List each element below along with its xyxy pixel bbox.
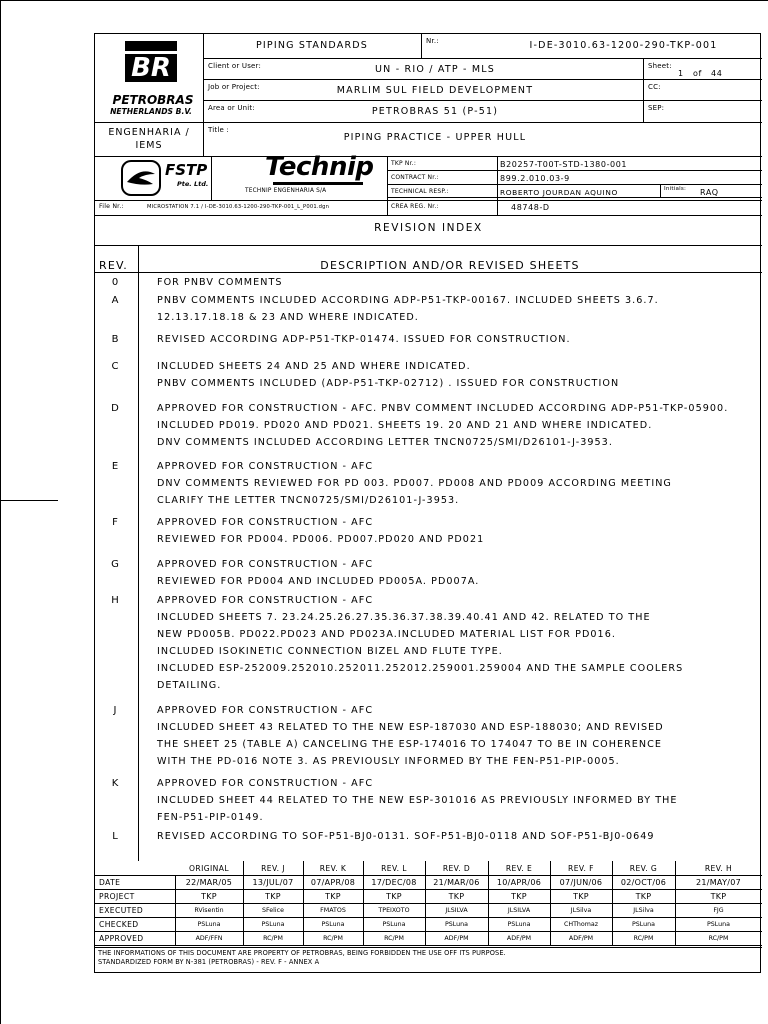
approval-cell: RC/PM — [708, 935, 729, 942]
revision-letter: G — [111, 559, 119, 570]
revision-description-line: DETAILING. — [157, 680, 222, 691]
approval-cell: PSLuna — [444, 921, 469, 928]
approval-column-header: REV. J — [261, 864, 285, 873]
col-rev-header: REV. — [99, 259, 128, 272]
approval-cell: 07/JUN/06 — [559, 878, 603, 887]
approval-cell: JLSilva — [633, 907, 654, 914]
col-desc-header: DESCRIPTION AND/OR REVISED SHEETS — [320, 259, 580, 272]
approval-column-header: REV. E — [505, 864, 533, 873]
approval-cell: 17/DEC/08 — [371, 878, 417, 887]
revision-description-line: DNV COMMENTS INCLUDED ACCORDING LETTER TNCN0725/SMI/D26101-J-3953. — [157, 437, 613, 448]
revision-letter: J — [113, 705, 117, 716]
revision-letter: F — [112, 517, 118, 528]
revision-description-line: INCLUDED SHEETS 24 AND 25 AND WHERE INDICATED. — [157, 361, 471, 372]
approval-cell: SFelice — [262, 907, 284, 914]
page-edge-left — [0, 0, 1, 1024]
title-label: Title : — [208, 126, 229, 134]
revision-description-line: PNBV COMMENTS INCLUDED (ADP-P51-TKP-02712) . ISSUED FOR CONSTRUCTION — [157, 378, 620, 389]
document-sheet — [94, 33, 761, 973]
revision-letter: D — [111, 403, 119, 414]
approval-column-header: REV. F — [568, 864, 594, 873]
contract-value: 899.2.010.03-9 — [500, 174, 570, 183]
approval-row-label: APPROVED — [99, 934, 144, 943]
file-label: File Nr.: — [99, 203, 124, 210]
approval-cell: FMATOS — [320, 907, 346, 914]
crea-value: 48748-D — [511, 203, 550, 212]
revision-description-line: DNV COMMENTS REVIEWED FOR PD 003. PD007. PD008 AND PD009 ACCORDING MEETING — [157, 478, 672, 489]
approval-cell: TKP — [265, 892, 281, 901]
initials-label: Initials: — [664, 186, 687, 192]
approval-cell: TPEIXOTO — [378, 907, 410, 914]
approval-cell: TKP — [201, 892, 217, 901]
approval-cell: RVisentin — [194, 907, 224, 914]
department: ENGENHARIA / IEMS — [108, 127, 190, 151]
revision-description-line: APPROVED FOR CONSTRUCTION - AFC — [157, 461, 374, 472]
tkp-label: TKP Nr.: — [391, 160, 417, 167]
approval-cell: ADF/PM — [568, 935, 594, 942]
revision-description-line: APPROVED FOR CONSTRUCTION - AFC — [157, 778, 374, 789]
approval-cell: JLSILVA — [445, 907, 468, 914]
approval-cell: 13/JUL/07 — [252, 878, 294, 887]
approval-cell: FJG — [713, 907, 724, 914]
contract-label: CONTRACT Nr.: — [391, 174, 439, 181]
approval-cell: RC/PM — [263, 935, 283, 942]
technip-wordmark: Technip — [265, 152, 374, 182]
doc-number-label: Nr.: — [426, 37, 439, 45]
approval-column-header: ORIGINAL — [189, 864, 229, 873]
cc-label: CC: — [648, 83, 661, 91]
revision-description-line: INCLUDED ESP-252009.252010.252011.252012.259001.259004 AND THE SAMPLE COOLERS — [157, 663, 684, 674]
approval-cell: JLSilva — [570, 907, 592, 914]
approval-cell: TKP — [325, 892, 341, 901]
approval-cell: RC/PM — [633, 935, 654, 942]
revision-description-line: INCLUDED SHEET 44 RELATED TO THE NEW ESP-301016 AS PREVIOUSLY INFORMED BY THE — [157, 795, 678, 806]
revision-letter: C — [111, 361, 119, 372]
revision-letter: K — [111, 778, 119, 789]
revision-description-line: THE SHEET 25 (TABLE A) CANCELING THE ESP-174016 TO 174047 TO BE IN COHERENCE — [157, 739, 663, 750]
revision-description-line: REVIEWED FOR PD004. PD006. PD007.PD020 AND PD021 — [157, 534, 485, 545]
revision-description-line: REVIEWED FOR PD004 AND INCLUDED PD005A. PD007A. — [157, 576, 480, 587]
approval-cell: 02/OCT/06 — [620, 878, 667, 887]
approval-column-header: REV. H — [704, 864, 733, 873]
approval-cell: TKP — [635, 892, 652, 901]
technip-underline — [273, 182, 363, 185]
approval-cell: PSLuna — [197, 921, 221, 928]
approval-row-label: EXECUTED — [99, 906, 144, 915]
revision-description-line: APPROVED FOR CONSTRUCTION - AFC — [157, 559, 374, 570]
revision-description-line: INCLUDED PD019. PD020 AND PD021. SHEETS 19. 20 AND 21 AND WHERE INDICATED. — [157, 420, 653, 431]
approval-cell: RC/PM — [323, 935, 343, 942]
approval-cell: TKP — [573, 892, 589, 901]
document-title: PIPING PRACTICE - UPPER HULL — [343, 132, 527, 143]
revision-letter: H — [111, 595, 119, 606]
revision-description-line: APPROVED FOR CONSTRUCTION - AFC. PNBV COMMENT INCLUDED ACCORDING ADP-P51-TKP-05900. — [157, 403, 729, 414]
margin-mark — [0, 500, 58, 501]
approval-cell: 07/APR/08 — [310, 878, 356, 887]
revision-description-line: 12.13.17.18.18 & 23 AND WHERE INDICATED. — [157, 312, 419, 323]
resp-label: TECHNICAL RESP.: — [391, 188, 449, 195]
title-block-name: PIPING STANDARDS — [255, 40, 369, 51]
approval-cell: PSLuna — [382, 921, 406, 928]
tkp-value: B20257-T00T-STD-1380-001 — [500, 160, 628, 169]
approval-cell: PSLuna — [706, 921, 731, 928]
revision-description-line: APPROVED FOR CONSTRUCTION - AFC — [157, 705, 374, 716]
sep-label: SEP: — [648, 104, 665, 112]
revision-description-line: INCLUDED SHEET 43 RELATED TO THE NEW ESP-187030 AND ESP-188030; AND REVISED — [157, 722, 664, 733]
technip-subtitle: TECHNIP ENGENHARIA S/A — [245, 188, 327, 194]
area-label: Area or Unit: — [208, 104, 255, 112]
netherlands-wordmark: NETHERLANDS B.V. — [110, 107, 192, 116]
petrobras-wordmark: PETROBRAS — [112, 93, 194, 107]
approval-cell: RC/PM — [384, 935, 404, 942]
fstp-logo — [121, 160, 161, 200]
revision-description-line: WITH THE PD-016 NOTE 3. AS PREVIOUSLY INFORMED BY THE FEN-P51-PIP-0005. — [157, 756, 620, 767]
revision-letter: L — [112, 831, 118, 842]
revision-description-line: FEN-P51-PIP-0149. — [157, 812, 264, 823]
revision-description-line: CLARIFY THE LETTER TNCN0725/SMI/D26101-J-3953. — [157, 495, 460, 506]
approval-row-label: PROJECT — [99, 892, 135, 901]
approval-cell: TKP — [511, 892, 527, 901]
approval-column-header: REV. D — [442, 864, 471, 873]
revision-letter: B — [111, 334, 119, 345]
footer-line-2: STANDARDIZED FORM BY N-381 (PETROBRAS) - REV. F - ANNEX A — [98, 958, 320, 966]
initials-value: RAQ — [700, 188, 719, 197]
approval-cell: ADF/PM — [444, 935, 469, 942]
sheet-total: 44 — [711, 69, 723, 78]
approval-column-header: REV. G — [629, 864, 658, 873]
revision-description-line: REVISED ACCORDING TO SOF-P51-BJ0-0131. SOF-P51-BJ0-0118 AND SOF-P51-BJ0-0649 — [157, 831, 655, 842]
approval-cell: 22/MAR/05 — [185, 878, 233, 887]
approval-cell: PSLuna — [631, 921, 656, 928]
client-value: UN - RIO / ATP - MLS — [375, 64, 495, 75]
revision-description-line: PNBV COMMENTS INCLUDED ACCORDING ADP-P51-TKP-00167. INCLUDED SHEETS 3.6.7. — [157, 295, 659, 306]
approval-cell: PSLuna — [507, 921, 531, 928]
approval-cell: PSLuna — [321, 921, 345, 928]
approval-cell: ADF/PM — [506, 935, 532, 942]
approval-cell: 21/MAY/07 — [695, 878, 742, 887]
fstp-emblem-icon — [121, 160, 161, 196]
revision-description-line: REVISED ACCORDING ADP-P51-TKP-01474. ISSUED FOR CONSTRUCTION. — [157, 334, 571, 345]
revision-description-line: INCLUDED SHEETS 7. 23.24.25.26.27.35.36.37.38.39.40.41 AND 42. RELATED TO THE — [157, 612, 651, 623]
resp-value: ROBERTO JOURDAN AQUINO — [500, 188, 618, 197]
approval-cell: TKP — [710, 892, 727, 901]
approval-column-header: REV. L — [381, 864, 407, 873]
job-label: Job or Project: — [208, 83, 260, 91]
revision-letter: A — [111, 295, 119, 306]
crea-label: CREA REG. Nr.: — [391, 203, 439, 210]
file-value: MICROSTATION 7.1 / I-DE-3010.63-1200-290-TKP-001_L_P001.dgn — [147, 204, 330, 210]
sheet-label: Sheet: — [648, 62, 672, 70]
page-edge-top — [0, 0, 768, 1]
area-value: PETROBRAS 51 (P-51) — [371, 106, 499, 117]
approval-cell: ADF/FFN — [195, 935, 223, 942]
petrobras-logo — [125, 41, 177, 82]
revision-description-line: NEW PD005B. PD022.PD023 AND PD023A.INCLUDED MATERIAL LIST FOR PD016. — [157, 629, 616, 640]
revision-letter: E — [111, 461, 119, 472]
sheet-of: of — [693, 69, 702, 78]
client-label: Client or User: — [208, 62, 262, 70]
revision-description-line: INCLUDED ISOKINETIC CONNECTION BIZEL AND FLUTE TYPE. — [157, 646, 503, 657]
revision-letter: 0 — [111, 277, 119, 288]
approval-cell: JLSILVA — [507, 907, 531, 914]
sheet-current: 1 — [678, 69, 684, 78]
br-logo-mark: BR — [125, 54, 177, 82]
revision-description-line: APPROVED FOR CONSTRUCTION - AFC — [157, 595, 374, 606]
approval-cell: TKP — [448, 892, 465, 901]
approval-cell: 21/MAR/06 — [433, 878, 480, 887]
revision-description-line: APPROVED FOR CONSTRUCTION - AFC — [157, 517, 374, 528]
footer-line-1: THE INFORMATIONS OF THIS DOCUMENT ARE PROPERTY OF PETROBRAS, BEING FORBIDDEN THE USE OFF ITS PURPOSE. — [98, 949, 506, 957]
fstp-wordmark: FSTP — [165, 161, 208, 179]
approval-cell: CHThomaz — [563, 921, 599, 928]
revision-index-heading: REVISION INDEX — [374, 222, 483, 234]
approval-column-header: REV. K — [319, 864, 347, 873]
approval-row-label: DATE — [99, 878, 121, 887]
approval-row-label: CHECKED — [99, 920, 139, 929]
approval-cell: 10/APR/06 — [496, 878, 542, 887]
revision-description-line: FOR PNBV COMMENTS — [157, 277, 283, 288]
doc-number: I-DE-3010.63-1200-290-TKP-001 — [529, 40, 718, 51]
approval-cell: TKP — [386, 892, 402, 901]
job-value: MARLIM SUL FIELD DEVELOPMENT — [336, 85, 534, 96]
fstp-subtitle: Pte. Ltd. — [177, 180, 209, 188]
approval-cell: PSLuna — [261, 921, 285, 928]
